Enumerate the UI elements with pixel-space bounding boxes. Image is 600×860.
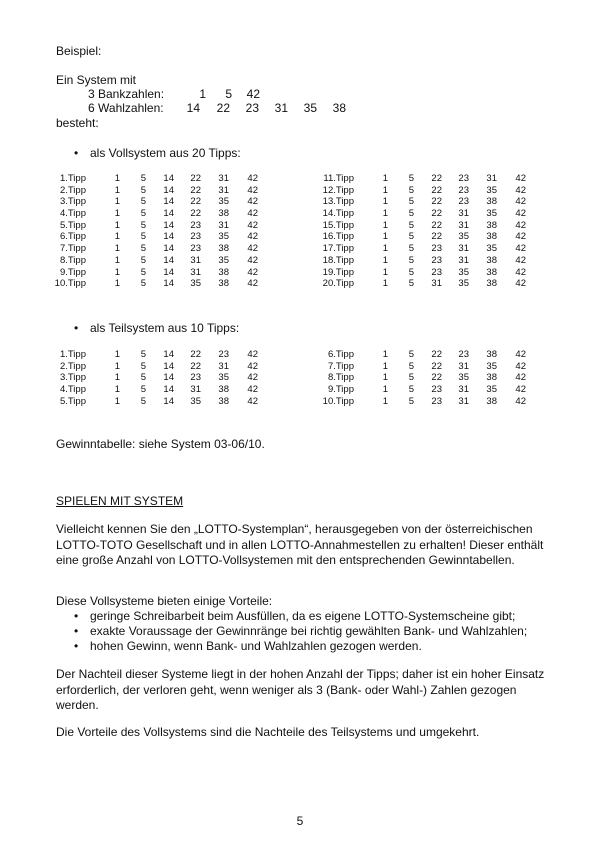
tip-label: 7.Tipp bbox=[327, 360, 354, 372]
tip-number: 31 bbox=[218, 219, 229, 231]
tip-number: 42 bbox=[515, 372, 526, 384]
tip-number: 14 bbox=[163, 372, 174, 384]
tip-label: 4.Tipp bbox=[59, 208, 86, 220]
tip-number: 22 bbox=[431, 360, 442, 372]
tip-number: 5 bbox=[408, 349, 414, 360]
example-intro: Ein System mit bbox=[56, 73, 137, 87]
tip-label: 1.Tipp bbox=[59, 173, 86, 184]
tip-number: 14 bbox=[163, 266, 174, 278]
tip-number: 42 bbox=[247, 243, 258, 255]
tip-number: 23 bbox=[458, 173, 469, 184]
tip-number: 5 bbox=[408, 243, 414, 255]
tip-number: 35 bbox=[486, 243, 497, 255]
tip-number: 5 bbox=[408, 184, 414, 196]
tip-number: 35 bbox=[458, 372, 469, 384]
tip-number: 42 bbox=[247, 254, 258, 266]
tip-number: 14 bbox=[163, 278, 174, 290]
tip-number: 31 bbox=[190, 254, 201, 266]
tip-number: 1 bbox=[382, 243, 388, 255]
tip-number: 22 bbox=[190, 173, 201, 184]
tip-number: 5 bbox=[408, 254, 414, 266]
tip-number: 1 bbox=[382, 395, 388, 407]
tip-number: 5 bbox=[140, 219, 146, 231]
tip-number: 14 bbox=[163, 208, 174, 220]
tip-number: 5 bbox=[140, 184, 146, 196]
tip-number: 23 bbox=[218, 349, 229, 360]
tip-number: 5 bbox=[408, 196, 414, 208]
tip-number: 5 bbox=[140, 372, 146, 384]
tip-label: 11.Tipp bbox=[323, 173, 354, 184]
tip-number: 42 bbox=[247, 219, 258, 231]
tip-number: 38 bbox=[486, 395, 497, 407]
bank-number: 5 bbox=[225, 87, 232, 101]
tip-number: 31 bbox=[458, 395, 469, 407]
tip-number: 5 bbox=[140, 173, 146, 184]
tip-number: 31 bbox=[486, 173, 497, 184]
tip-number: 38 bbox=[218, 243, 229, 255]
tip-number: 42 bbox=[247, 231, 258, 243]
tip-number: 35 bbox=[218, 196, 229, 208]
tip-label: 10.Tipp bbox=[322, 395, 354, 407]
tip-label: 6.Tipp bbox=[59, 231, 86, 243]
tip-number: 22 bbox=[190, 208, 201, 220]
tip-label: 2.Tipp bbox=[59, 184, 86, 196]
tip-number: 42 bbox=[247, 384, 258, 396]
tip-number: 38 bbox=[218, 384, 229, 396]
tip-number: 22 bbox=[431, 184, 442, 196]
tip-number: 1 bbox=[114, 173, 120, 184]
tip-number: 5 bbox=[140, 243, 146, 255]
tip-number: 23 bbox=[190, 243, 201, 255]
tip-label: 1.Tipp bbox=[59, 349, 86, 360]
tip-number: 42 bbox=[515, 219, 526, 231]
tip-number: 23 bbox=[190, 231, 201, 243]
tip-number: 42 bbox=[247, 395, 258, 407]
tip-number: 22 bbox=[190, 349, 201, 360]
tip-number: 5 bbox=[140, 254, 146, 266]
tip-number: 1 bbox=[114, 278, 120, 290]
bullet-icon: • bbox=[74, 624, 79, 638]
tip-number: 35 bbox=[486, 384, 497, 396]
wahl-number: 35 bbox=[303, 101, 317, 115]
teil-bullet-text: als Teilsystem aus 10 Tipps: bbox=[90, 321, 240, 335]
tip-number: 23 bbox=[431, 384, 442, 396]
tip-number: 5 bbox=[140, 395, 146, 407]
tip-number: 1 bbox=[382, 208, 388, 220]
tip-number: 42 bbox=[515, 243, 526, 255]
tip-number: 5 bbox=[408, 173, 414, 184]
bullet-icon: • bbox=[74, 609, 79, 623]
tip-label: 9.Tipp bbox=[327, 384, 354, 396]
tip-number: 5 bbox=[408, 278, 414, 290]
tip-number: 1 bbox=[382, 173, 388, 184]
tip-number: 38 bbox=[486, 196, 497, 208]
tip-number: 35 bbox=[458, 278, 469, 290]
tip-number: 1 bbox=[382, 384, 388, 396]
tip-number: 22 bbox=[190, 360, 201, 372]
example-label: Beispiel: bbox=[56, 44, 102, 58]
tip-number: 5 bbox=[140, 349, 146, 360]
tip-number: 5 bbox=[140, 196, 146, 208]
tip-number: 31 bbox=[431, 278, 442, 290]
tip-label: 20.Tipp bbox=[322, 278, 354, 290]
tip-number: 5 bbox=[140, 278, 146, 290]
tip-number: 5 bbox=[140, 360, 146, 372]
tip-number: 1 bbox=[382, 219, 388, 231]
tip-number: 35 bbox=[486, 184, 497, 196]
tip-number: 14 bbox=[163, 184, 174, 196]
bank-label: 3 Bankzahlen: bbox=[88, 87, 165, 101]
tip-number: 38 bbox=[486, 254, 497, 266]
tip-number: 1 bbox=[382, 231, 388, 243]
tip-number: 1 bbox=[114, 184, 120, 196]
tip-number: 35 bbox=[190, 278, 201, 290]
tip-number: 22 bbox=[431, 372, 442, 384]
tip-number: 42 bbox=[515, 349, 526, 360]
tip-number: 1 bbox=[114, 349, 120, 360]
tip-number: 1 bbox=[382, 254, 388, 266]
wahl-number: 14 bbox=[186, 101, 200, 115]
tip-number: 14 bbox=[163, 173, 174, 184]
tip-number: 42 bbox=[515, 173, 526, 184]
advantage-item: hohen Gewinn, wenn Bank- und Wahlzahlen gezogen werden. bbox=[90, 639, 422, 653]
tip-label: 3.Tipp bbox=[59, 196, 86, 208]
tip-number: 23 bbox=[431, 395, 442, 407]
tip-number: 1 bbox=[114, 372, 120, 384]
tip-number: 38 bbox=[218, 278, 229, 290]
tip-number: 14 bbox=[163, 395, 174, 407]
tip-label: 16.Tipp bbox=[322, 231, 354, 243]
tip-number: 42 bbox=[515, 266, 526, 278]
tip-number: 31 bbox=[218, 184, 229, 196]
bank-number: 42 bbox=[246, 87, 260, 101]
tip-number: 14 bbox=[163, 360, 174, 372]
page-number: 5 bbox=[296, 814, 304, 828]
tip-number: 35 bbox=[458, 266, 469, 278]
tip-number: 1 bbox=[382, 196, 388, 208]
tip-number: 31 bbox=[190, 266, 201, 278]
tip-number: 31 bbox=[458, 243, 469, 255]
paragraph-systemplan: Vielleicht kennen Sie den „LOTTO-Systemplan“, herausgegeben von der österreichischen LOTTO-TOTO Gesellschaft und in allen LOTTO-Annahmestellen zu erhalten! Dieser enthält eine große Anzahl von LOTTO-Vollsystemen mit den entsprechenden Gewinntabellen. bbox=[56, 522, 544, 567]
tip-label: 15.Tipp bbox=[322, 219, 354, 231]
tip-number: 1 bbox=[114, 231, 120, 243]
wahl-number: 22 bbox=[216, 101, 230, 115]
tip-number: 5 bbox=[408, 360, 414, 372]
tip-number: 5 bbox=[140, 208, 146, 220]
tip-label: 13.Tipp bbox=[322, 196, 354, 208]
tip-number: 42 bbox=[515, 196, 526, 208]
tip-number: 42 bbox=[515, 254, 526, 266]
tip-number: 23 bbox=[458, 349, 469, 360]
tip-label: 9.Tipp bbox=[59, 266, 86, 278]
tip-label: 2.Tipp bbox=[59, 360, 86, 372]
tip-number: 1 bbox=[382, 372, 388, 384]
tip-label: 5.Tipp bbox=[59, 395, 86, 407]
tip-number: 38 bbox=[486, 349, 497, 360]
tip-number: 1 bbox=[114, 243, 120, 255]
tip-number: 42 bbox=[515, 278, 526, 290]
tip-label: 18.Tipp bbox=[322, 254, 354, 266]
tip-number: 31 bbox=[458, 219, 469, 231]
tip-number: 42 bbox=[247, 173, 258, 184]
advantage-item: exakte Voraussage der Gewinnränge bei richtig gewählten Bank- und Wahlzahlen; bbox=[90, 624, 528, 638]
tip-number: 22 bbox=[190, 196, 201, 208]
bullet-icon: • bbox=[74, 321, 79, 335]
tip-number: 1 bbox=[382, 278, 388, 290]
tip-number: 5 bbox=[408, 219, 414, 231]
tip-number: 22 bbox=[431, 219, 442, 231]
tip-number: 35 bbox=[218, 372, 229, 384]
tip-number: 42 bbox=[515, 231, 526, 243]
tip-number: 5 bbox=[408, 384, 414, 396]
tip-number: 14 bbox=[163, 349, 174, 360]
bullet-icon: • bbox=[74, 639, 79, 653]
tip-label: 12.Tipp bbox=[322, 184, 354, 196]
wahl-number: 31 bbox=[274, 101, 288, 115]
tip-number: 38 bbox=[218, 266, 229, 278]
wahl-label: 6 Wahlzahlen: bbox=[88, 101, 164, 115]
tip-label: 10.Tipp bbox=[54, 278, 86, 290]
gewinn-note: Gewinntabelle: siehe System 03-06/10. bbox=[56, 437, 265, 451]
tip-number: 35 bbox=[218, 254, 229, 266]
tip-number: 1 bbox=[382, 360, 388, 372]
tip-number: 42 bbox=[247, 208, 258, 220]
tip-number: 14 bbox=[163, 231, 174, 243]
tip-number: 42 bbox=[515, 184, 526, 196]
tip-number: 1 bbox=[114, 208, 120, 220]
tip-number: 14 bbox=[163, 243, 174, 255]
tip-number: 22 bbox=[431, 173, 442, 184]
tip-number: 38 bbox=[486, 372, 497, 384]
tip-number: 42 bbox=[247, 278, 258, 290]
paragraph-conclusion: Die Vorteile des Vollsystems sind die Nachteile des Teilsystems und umgekehrt. bbox=[56, 725, 480, 739]
tip-number: 5 bbox=[140, 384, 146, 396]
tip-label: 7.Tipp bbox=[59, 243, 86, 255]
tip-number: 42 bbox=[515, 208, 526, 220]
tip-label: 19.Tipp bbox=[322, 266, 354, 278]
tip-number: 38 bbox=[218, 208, 229, 220]
tip-number: 5 bbox=[408, 208, 414, 220]
tip-label: 17.Tipp bbox=[322, 243, 354, 255]
tip-number: 35 bbox=[486, 208, 497, 220]
tip-number: 31 bbox=[218, 173, 229, 184]
tip-number: 22 bbox=[431, 349, 442, 360]
tip-number: 42 bbox=[515, 384, 526, 396]
tip-number: 14 bbox=[163, 196, 174, 208]
tip-number: 1 bbox=[382, 266, 388, 278]
bank-number: 1 bbox=[199, 87, 206, 101]
advantage-item: geringe Schreibarbeit beim Ausfüllen, da es eigene LOTTO-Systemscheine gibt; bbox=[90, 609, 516, 623]
tip-number: 23 bbox=[458, 184, 469, 196]
tip-number: 22 bbox=[431, 208, 442, 220]
tip-number: 42 bbox=[515, 360, 526, 372]
tip-number: 5 bbox=[408, 372, 414, 384]
tip-number: 35 bbox=[458, 231, 469, 243]
tip-number: 14 bbox=[163, 219, 174, 231]
tip-number: 23 bbox=[458, 196, 469, 208]
tip-number: 1 bbox=[114, 196, 120, 208]
tip-number: 22 bbox=[190, 184, 201, 196]
tip-label: 3.Tipp bbox=[59, 372, 86, 384]
wahl-number: 23 bbox=[245, 101, 259, 115]
tip-number: 31 bbox=[218, 360, 229, 372]
tip-number: 14 bbox=[163, 384, 174, 396]
wahl-number: 38 bbox=[332, 101, 346, 115]
tip-number: 23 bbox=[431, 243, 442, 255]
tip-number: 31 bbox=[458, 384, 469, 396]
tip-number: 5 bbox=[408, 231, 414, 243]
tip-number: 38 bbox=[218, 395, 229, 407]
tip-number: 31 bbox=[458, 208, 469, 220]
tip-number: 42 bbox=[247, 196, 258, 208]
tip-number: 38 bbox=[486, 266, 497, 278]
tip-number: 1 bbox=[114, 219, 120, 231]
tip-number: 35 bbox=[218, 231, 229, 243]
tip-number: 35 bbox=[486, 360, 497, 372]
tip-number: 1 bbox=[382, 184, 388, 196]
voll-bullet-text: als Vollsystem aus 20 Tipps: bbox=[90, 146, 241, 160]
tip-number: 42 bbox=[247, 372, 258, 384]
tip-number: 23 bbox=[431, 266, 442, 278]
tip-number: 1 bbox=[382, 349, 388, 360]
tip-number: 1 bbox=[114, 395, 120, 407]
tip-number: 1 bbox=[114, 384, 120, 396]
tip-number: 22 bbox=[431, 231, 442, 243]
tip-label: 8.Tipp bbox=[327, 372, 354, 384]
tip-number: 42 bbox=[247, 349, 258, 360]
tip-number: 38 bbox=[486, 231, 497, 243]
tip-number: 42 bbox=[247, 266, 258, 278]
example-outro: besteht: bbox=[56, 116, 99, 130]
tip-label: 4.Tipp bbox=[59, 384, 86, 396]
tip-number: 38 bbox=[486, 219, 497, 231]
tip-label: 5.Tipp bbox=[59, 219, 86, 231]
tip-number: 1 bbox=[114, 254, 120, 266]
tip-number: 23 bbox=[190, 219, 201, 231]
tip-number: 23 bbox=[431, 254, 442, 266]
tip-number: 23 bbox=[190, 372, 201, 384]
tip-number: 42 bbox=[247, 184, 258, 196]
tip-number: 42 bbox=[515, 395, 526, 407]
tip-number: 14 bbox=[163, 254, 174, 266]
tip-number: 5 bbox=[408, 266, 414, 278]
tip-number: 5 bbox=[140, 266, 146, 278]
tip-number: 35 bbox=[190, 395, 201, 407]
tip-number: 38 bbox=[486, 278, 497, 290]
tip-number: 31 bbox=[190, 384, 201, 396]
section-heading: SPIELEN MIT SYSTEM bbox=[56, 494, 184, 508]
tip-number: 22 bbox=[431, 196, 442, 208]
tip-label: 6.Tipp bbox=[327, 349, 354, 360]
tip-number: 31 bbox=[458, 254, 469, 266]
advantages-intro: Diese Vollsysteme bieten einige Vorteile: bbox=[56, 594, 273, 608]
tip-number: 5 bbox=[408, 395, 414, 407]
tip-number: 1 bbox=[114, 266, 120, 278]
tip-number: 42 bbox=[247, 360, 258, 372]
tip-label: 8.Tipp bbox=[59, 254, 86, 266]
tip-number: 31 bbox=[458, 360, 469, 372]
tip-number: 1 bbox=[114, 360, 120, 372]
tip-number: 5 bbox=[140, 231, 146, 243]
bullet-icon: • bbox=[74, 146, 79, 160]
tip-label: 14.Tipp bbox=[322, 208, 354, 220]
paragraph-nachteil: Der Nachteil dieser Systeme liegt in der hohen Anzahl der Tipps; daher ist ein hoher Einsatz erforderlich, der verloren geht, wenn weniger als 3 (Bank- oder Wahl-) Zahlen gezogen werden. bbox=[56, 667, 545, 712]
